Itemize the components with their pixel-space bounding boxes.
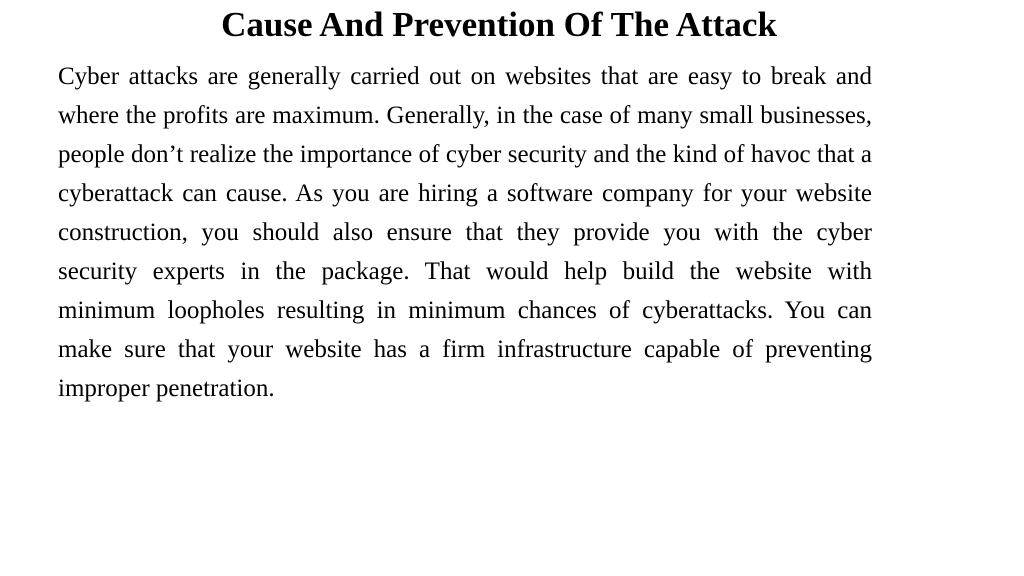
slide-title: Cause And Prevention Of The Attack <box>221 5 777 44</box>
slide-body-paragraph: Cyber attacks are generally carried out on websites that are easy to break and where the profits are maximum. Generally, in the case of many small businesses, people don’t realize the importance of cyber security and the kind of havoc that a cyberattack can cause. As you are hiring a software company for your website construction, you should also ensure that they provide you with the cyber security experts in the package. That would help build the website with minimum loopholes resulting in minimum chances of cyberattacks. You can make sure that your website has a firm infrastructure capable of preventing improper penetration. <box>58 63 872 402</box>
